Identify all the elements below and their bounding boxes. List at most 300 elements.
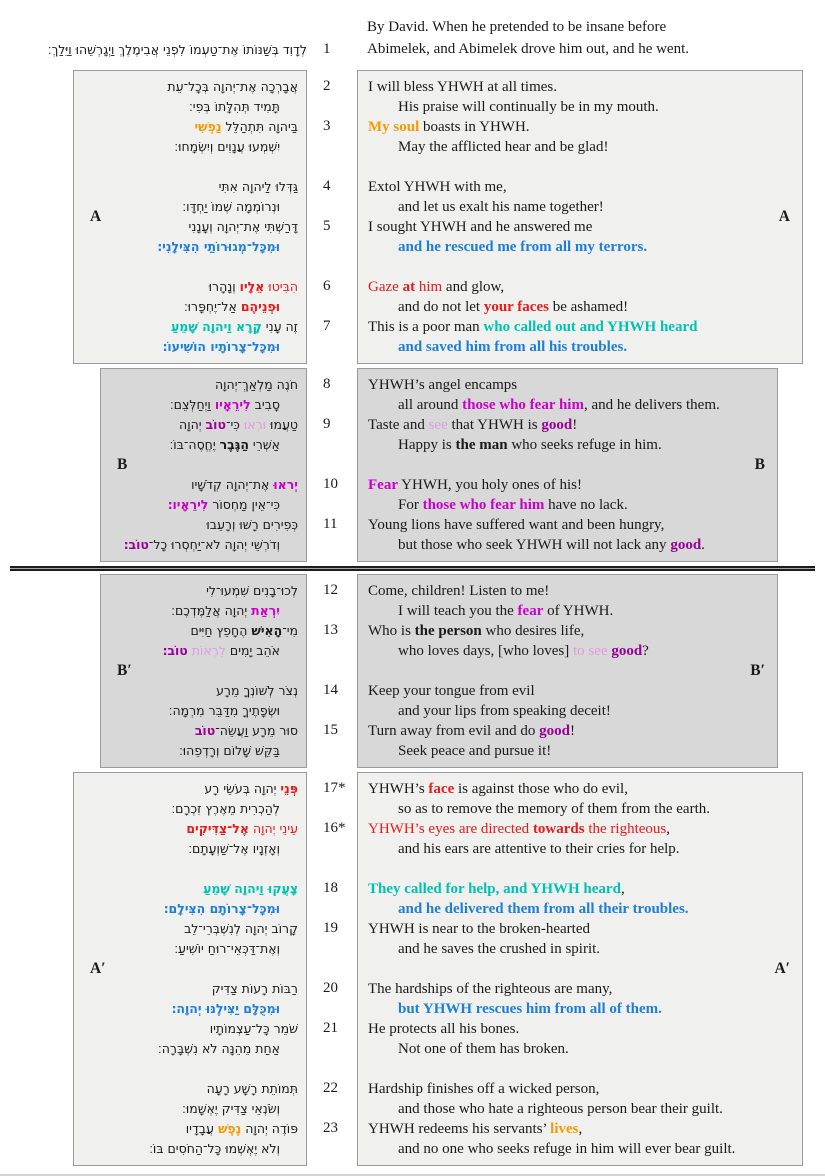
highlight-magenta-text: יְראוּ [273, 477, 298, 492]
superscription-verse-number: 1 [323, 41, 331, 57]
hebrew-line [101, 515, 306, 535]
plain-text: that YHWH is [447, 417, 542, 433]
verse-number-column-B [307, 368, 357, 562]
english-line [358, 799, 802, 819]
plain-text: . [701, 537, 705, 553]
plain-text: סוּר מֵרָע וַעֲשֵׂה־ [215, 723, 298, 738]
blank-line [74, 157, 306, 177]
highlight-red-bold-text: at [402, 279, 416, 295]
highlight-blue-text: and saved him from all his troubles. [398, 339, 628, 355]
hebrew-line [101, 415, 306, 435]
plain-text: and those who hate a righteous person bear their guilt. [398, 1101, 723, 1117]
highlight-cyan-text: who called out and YHWH heard [483, 319, 698, 335]
plain-text: be ashamed! [548, 299, 629, 315]
plain-text: I will bless YHWH at all times. [368, 79, 557, 95]
plain-text: לְהַכְרִית מֵאֶרֶץ זִכְרָם׃ [171, 801, 280, 816]
plain-text: May the afflicted hear and be glad! [398, 139, 609, 155]
plain-text: ! [569, 723, 575, 739]
hebrew-line [101, 621, 306, 641]
highlight-purple-text: good [611, 643, 643, 659]
plain-text: בַּיהוָה תִּתְהַלֵּל [221, 119, 298, 134]
plain-text: For [398, 497, 423, 513]
highlight-blue-text: וּמִכָּל־צָרוֹתָיו הוֹשִׁיעוֹ׃ [162, 339, 280, 354]
english-line [358, 1099, 802, 1119]
hebrew-line [101, 721, 306, 741]
hebrew-line [101, 395, 306, 415]
hebrew-line [74, 1019, 306, 1039]
plain-text: וְנָהָרוּ [208, 279, 240, 294]
verse-number [323, 336, 357, 356]
english-line [358, 137, 802, 157]
blank-line [101, 661, 306, 681]
section-label-right-B: B [754, 456, 765, 473]
hebrew-line [74, 919, 306, 939]
hebrew-line [74, 799, 306, 819]
highlight-bold-text: the person [414, 623, 482, 639]
plain-text: גַּדְּלוּ לַיהוָה אִתִּי [218, 179, 298, 194]
verse-number: 18 [323, 880, 338, 896]
highlight-purple-text: טוֹב [194, 723, 216, 738]
plain-text: תָּמִיד תְּהִלָּתוֹ בְּפִי׃ [189, 99, 280, 114]
hebrew-line [74, 899, 306, 919]
verse-number-column-B′ [307, 574, 357, 768]
highlight-purple-text: good [541, 417, 573, 433]
hebrew-line [101, 701, 306, 721]
english-line [358, 415, 777, 435]
plain-text: סָבִיב [250, 397, 280, 412]
highlight-red-bold-text: אֶל־צַדִּיקִים [186, 821, 249, 836]
superscription-row [0, 0, 825, 70]
plain-text: כִּי־אֵין מַחְסוֹר [208, 497, 280, 512]
sections-host [0, 70, 825, 1166]
plain-text: יְהוָה [179, 417, 206, 432]
hebrew-line [74, 939, 306, 959]
highlight-red-bold-text: פְּנֵי [280, 781, 298, 796]
plain-text: Keep your tongue from evil [368, 683, 535, 699]
english-line [358, 839, 802, 859]
plain-text: so as to remove the memory of them from the earth. [398, 801, 710, 817]
plain-text: וְאָזְנָיו אֶל־שַׁוְעָתָם׃ [188, 841, 280, 856]
section-label-right-A′: A′ [774, 960, 790, 977]
english-line [358, 317, 802, 337]
english-box-A′ [357, 772, 803, 1166]
verse-number: 16* [323, 820, 346, 836]
plain-text: יְהוָה בְּעֹשֵׂי רָע [204, 781, 281, 796]
plain-text: אֹהֵב יָמִים [225, 643, 280, 658]
plain-text: וַיְחַלְּצֵם׃ [169, 397, 215, 412]
plain-text: כְּפִירִים רָשׁוּ וְרָעֵבוּ [206, 517, 298, 532]
plain-text: and let us exalt his name together! [398, 199, 604, 215]
verse-number [323, 798, 357, 818]
verse-number [323, 998, 357, 1018]
section-label-left-A′: A′ [90, 960, 106, 977]
plain-text: and your lips from speaking deceit! [398, 703, 611, 719]
english-line [358, 999, 802, 1019]
plain-text: תְּמוֹתֵת רָשָׁע רָעָה [206, 1081, 298, 1096]
blank-line [323, 958, 357, 978]
english-line [358, 681, 777, 701]
plain-text: YHWH, you holy ones of his! [397, 477, 582, 493]
highlight-pink-text: לִרְאוֹת [191, 643, 226, 658]
english-line [358, 601, 777, 621]
highlight-red-bold-text: וּפְנֵיהֶם [240, 299, 280, 314]
plain-text: אַחַת מֵהֵנָּה לֹא נִשְׁבָּרָה׃ [158, 1041, 280, 1056]
highlight-cyan-text: קָרָא וַיהוָה שָׁמֵעַ [170, 319, 262, 334]
english-line [358, 277, 802, 297]
plain-text: בַּקֵּשׁ שָׁלוֹם וְרָדְפֵהוּ׃ [179, 743, 280, 758]
english-line [358, 641, 777, 661]
verse-number-column-A [307, 70, 357, 364]
superscription-hebrew: לְדָוִד בְּשַׁנּוֹתוֹ אֶת־טַעְמוֹ לִפְנֵי אֲבִימֶלֶךְ וַיְגָרְשֵׁהוּ וַיֵּלַךְ׃ [47, 42, 307, 57]
english-line [358, 515, 777, 535]
plain-text: הֶחָפֵץ חַיִּים [190, 623, 252, 638]
english-line [358, 535, 777, 555]
verse-number: 10 [323, 476, 338, 492]
superscription-english [357, 16, 689, 60]
hebrew-line [74, 197, 306, 217]
blank-line [323, 256, 357, 276]
english-line [358, 297, 802, 317]
verse-number: 4 [323, 178, 331, 194]
verse-number [323, 640, 357, 660]
plain-text: יֶחֱסֶה־בּוֹ׃ [169, 437, 220, 452]
plain-text: Extol YHWH with me, [368, 179, 507, 195]
plain-text: He protects all his bones. [368, 1021, 520, 1037]
hebrew-line [74, 819, 306, 839]
verse-number: 22 [323, 1080, 338, 1096]
verse-number: 9 [323, 416, 331, 432]
section-B [0, 368, 825, 562]
verse-number-column-A′ [307, 772, 357, 1166]
plain-text: This is a poor man [368, 319, 484, 335]
blank-line [74, 257, 306, 277]
hebrew-line [101, 435, 306, 455]
plain-text: וְשֹׂנְאֵי צַדִּיק יֶאְשָׁמוּ׃ [182, 1101, 280, 1116]
plain-text: and do not let [398, 299, 484, 315]
blank-line [74, 1059, 306, 1079]
highlight-blue-text: and he rescued me from all my terrors. [398, 239, 648, 255]
highlight-red-text: Gaze [368, 279, 403, 295]
plain-text: וְדֹרְשֵׁי יְהוָה לֹא־יַחְסְרוּ כָל־ [148, 537, 280, 552]
hebrew-line [101, 495, 306, 515]
plain-text: כִּי־ [225, 417, 244, 432]
verse-number [323, 1038, 357, 1058]
highlight-purple-text: טוֹב׃ [162, 643, 188, 658]
hebrew-line [74, 137, 306, 157]
section-label-right-A: A [778, 208, 790, 225]
plain-text: Young lions have suffered want and been hungry, [368, 517, 665, 533]
plain-text: קָרוֹב יְהוָה לְנִשְׁבְּרֵי־לֵב [184, 921, 298, 936]
plain-text: who seeks refuge in him. [507, 437, 662, 453]
plain-text: רַבּוֹת רָעוֹת צַדִּיק [211, 981, 298, 996]
plain-text: עֲבָדָיו [185, 1121, 218, 1136]
verse-number [323, 838, 357, 858]
chiasm-divider [10, 566, 815, 571]
plain-text: Happy is [398, 437, 456, 453]
blank-line [358, 859, 802, 879]
plain-text: all around [398, 397, 463, 413]
highlight-red-bold-text: אֵלָיו [239, 279, 265, 294]
english-line [358, 621, 777, 641]
highlight-orange-text: נֶפֶשׁ [217, 1121, 242, 1136]
blank-line [358, 1059, 802, 1079]
hebrew-box-B′ [100, 574, 307, 768]
highlight-magenta-text: לִירֵאָיו׃ [167, 497, 209, 512]
english-line [358, 395, 777, 415]
blank-line [323, 1058, 357, 1078]
verse-number [323, 236, 357, 256]
plain-text: , [578, 1121, 583, 1137]
plain-text: Taste and [368, 417, 429, 433]
plain-text: יִשְׁמְעוּ עֲנָוִים וְיִשְׂמָחוּ׃ [174, 139, 280, 154]
plain-text: , and he delivers them. [583, 397, 720, 413]
highlight-bold-text: the man [455, 437, 508, 453]
hebrew-box-B [100, 368, 307, 562]
hebrew-line [74, 217, 306, 237]
hebrew-line [74, 1079, 306, 1099]
section-label-left-B′: B′ [117, 662, 132, 679]
hebrew-line [101, 641, 306, 661]
hebrew-line [74, 317, 306, 337]
section-label-right-B′: B′ [750, 662, 765, 679]
hebrew-line [74, 1139, 306, 1159]
verse-number: 8 [323, 376, 331, 392]
verse-number: 21 [323, 1020, 338, 1036]
verse-number [323, 534, 357, 554]
highlight-red-text: עֵינֵי יְהוָה [248, 821, 298, 836]
hebrew-line [101, 681, 306, 701]
english-line [358, 177, 802, 197]
english-line [358, 217, 802, 237]
superscription-english-line2: Abimelek, and Abimelek drove him out, and he went. [367, 41, 690, 57]
english-line [358, 77, 802, 97]
plain-text: וּשְׂפָתֶיךָ מִדַּבֵּר מִרְמָה׃ [168, 703, 280, 718]
plain-text: who loves days, [who loves] [398, 643, 573, 659]
english-line [358, 741, 777, 761]
english-line [358, 1139, 802, 1159]
plain-text: יְהוָה אֲלַמֶּדְכֶם׃ [171, 603, 252, 618]
verse-number [323, 938, 357, 958]
hebrew-line [101, 581, 306, 601]
section-label-left-A: A [90, 208, 102, 225]
highlight-orange-text: נַפְשִׁי [194, 119, 222, 134]
plain-text: The hardships of the righteous are many, [368, 981, 613, 997]
verse-number: 5 [323, 218, 331, 234]
plain-text: His praise will continually be in my mouth. [398, 99, 659, 115]
verse-number [323, 700, 357, 720]
english-line [358, 899, 802, 919]
blank-line [101, 455, 306, 475]
section-A′ [0, 772, 825, 1166]
plain-text: פּוֹדֶה יְהוָה [241, 1121, 298, 1136]
english-line [358, 117, 802, 137]
english-line [358, 197, 802, 217]
verse-number [323, 1098, 357, 1118]
english-line [358, 721, 777, 741]
plain-text: YHWH’s [368, 781, 429, 797]
verse-number: 23 [323, 1120, 338, 1136]
plain-text: וּנְרוֹמְמָה שְׁמוֹ יַחְדָּו׃ [182, 199, 280, 214]
plain-text: , [666, 821, 671, 837]
plain-text: I sought YHWH and he answered me [368, 219, 593, 235]
english-line [358, 375, 777, 395]
verse-number [323, 96, 357, 116]
verse-number: 13 [323, 622, 338, 638]
english-line [358, 979, 802, 999]
plain-text: אַל־יֶחְפָּרוּ׃ [183, 299, 241, 314]
highlight-magenta-text: לִירֵאָיו [214, 397, 251, 412]
verse-number: 14 [323, 682, 338, 698]
highlight-blue-text: and he delivered them from all their troubles. [398, 901, 689, 917]
highlight-cyan-text: They called for help, and YHWH heard [368, 881, 621, 897]
plain-text: לְכוּ־בָנִים שִׁמְעוּ־לִי [206, 583, 298, 598]
section-B′ [0, 574, 825, 768]
verse-number: 12 [323, 582, 338, 598]
highlight-magenta-text: fear [517, 603, 544, 619]
hebrew-line [101, 535, 306, 555]
english-line [358, 337, 802, 357]
highlight-red-text: the righteous [584, 821, 667, 837]
blank-line [323, 156, 357, 176]
english-line [358, 1119, 802, 1139]
blank-line [74, 859, 306, 879]
english-line [358, 97, 802, 117]
hebrew-line [74, 337, 306, 357]
verse-number: 20 [323, 980, 338, 996]
highlight-blue-text: וּמִכָּל־מְגוּרוֹתַי הִצִּילָנִי׃ [157, 239, 280, 254]
english-line [358, 495, 777, 515]
highlight-blue-text: but YHWH rescues him from all of them. [398, 1001, 662, 1017]
verse-number: 3 [323, 118, 331, 134]
plain-text: , [620, 881, 625, 897]
highlight-purple-text: good [539, 723, 570, 739]
plain-text: is against those who do evil, [454, 781, 628, 797]
hebrew-line [74, 237, 306, 257]
hebrew-line [74, 97, 306, 117]
highlight-red-bold-text: your faces [483, 299, 549, 315]
plain-text: מִי־ [282, 623, 298, 638]
english-line [358, 819, 802, 839]
plain-text: I will teach you the [398, 603, 518, 619]
highlight-magenta-text: יִרְאַת [251, 603, 280, 618]
section-label-left-B: B [117, 456, 128, 473]
highlight-magenta-text: those who fear him [462, 397, 584, 413]
blank-line [358, 455, 777, 475]
highlight-blue-text: וּמִכָּל־צָרוֹתָם הִצִּילָם׃ [163, 901, 280, 916]
highlight-bold-text: הָאִישׁ [251, 623, 283, 638]
hebrew-line [74, 177, 306, 197]
blank-line [323, 660, 357, 680]
plain-text: and his ears are attentive to their cries for help. [398, 841, 680, 857]
highlight-pink-text: see [428, 417, 448, 433]
plain-text: boasts in YHWH. [419, 119, 530, 135]
hebrew-line [74, 999, 306, 1019]
hebrew-line [74, 779, 306, 799]
verse-number [323, 1138, 357, 1158]
plain-text: שֹׁמֵר כָּל־עַצְמוֹתָיו [209, 1021, 298, 1036]
plain-text: וְלֹא יֶאְשְׁמוּ כָּל־הַחֹסִים בּוֹ׃ [149, 1141, 280, 1156]
highlight-magenta-text: Fear [368, 477, 398, 493]
highlight-orange-text: lives [550, 1121, 579, 1137]
plain-text: Who is [368, 623, 415, 639]
blank-line [358, 157, 802, 177]
hebrew-box-A [73, 70, 307, 364]
verse-number: 19 [323, 920, 338, 936]
superscription-english-line1: By David. When he pretended to be insane before [367, 19, 667, 35]
verse-number [323, 296, 357, 316]
verse-number: 15 [323, 722, 338, 738]
verse-number [323, 136, 357, 156]
hebrew-line [101, 375, 306, 395]
english-line [358, 237, 802, 257]
english-line [358, 1039, 802, 1059]
verse-number [323, 740, 357, 760]
english-line [358, 581, 777, 601]
verse-number [323, 196, 357, 216]
hebrew-line [74, 77, 306, 97]
highlight-cyan-text: צָעֲקוּ וַיהוָה שָׁמֵעַ [203, 881, 298, 896]
blank-line [323, 454, 357, 474]
highlight-red-bold-text: face [428, 781, 455, 797]
plain-text: who desires life, [481, 623, 585, 639]
plain-text: YHWH redeems his servants’ [368, 1121, 551, 1137]
hebrew-line [74, 117, 306, 137]
highlight-red-text: YHWH’s eyes are directed [368, 821, 533, 837]
plain-text: ? [642, 643, 649, 659]
hebrew-line [101, 741, 306, 761]
english-line [358, 475, 777, 495]
english-line [358, 701, 777, 721]
verse-number [323, 600, 357, 620]
english-box-A [357, 70, 803, 364]
english-line [358, 1019, 802, 1039]
english-line [358, 1079, 802, 1099]
hebrew-line [74, 1119, 306, 1139]
highlight-magenta-text: those who fear him [422, 497, 545, 513]
plain-text: Seek peace and pursue it! [398, 743, 552, 759]
blank-line [323, 858, 357, 878]
english-box-B′ [357, 574, 778, 768]
plain-text: have no lack. [544, 497, 628, 513]
blank-line [74, 959, 306, 979]
plain-text: וְאֶת־דַּכְּאֵי־רוּחַ יוֹשִׁיעַ׃ [174, 941, 280, 956]
plain-text: YHWH is near to the broken-hearted [368, 921, 590, 937]
verse-number: 17* [323, 780, 346, 796]
plain-text: אֲבָרְכָה אֶת־יְהוָה בְּכָל־עֵת [167, 79, 298, 94]
hebrew-line [74, 277, 306, 297]
plain-text: of YHWH. [543, 603, 614, 619]
plain-text: Turn away from evil and do [368, 723, 540, 739]
highlight-purple-text: טוֹב׃ [123, 537, 149, 552]
plain-text: YHWH’s angel encamps [368, 377, 518, 393]
plain-text: זֶה עָנִי [261, 319, 298, 334]
verse-number [323, 494, 357, 514]
hebrew-line [74, 879, 306, 899]
highlight-red-text: הִבִּיטוּ [264, 279, 298, 294]
hebrew-line [101, 475, 306, 495]
hebrew-box-A′ [73, 772, 307, 1166]
english-line [358, 779, 802, 799]
hebrew-line [74, 979, 306, 999]
verse-number: 11 [323, 516, 338, 532]
verse-number [323, 434, 357, 454]
blank-line [358, 959, 802, 979]
plain-text: Not one of them has broken. [398, 1041, 569, 1057]
hebrew-line [74, 1039, 306, 1059]
verse-number: 6 [323, 278, 331, 294]
plain-text: חֹנֶה מַלְאַךְ־יְהוָה [214, 377, 298, 392]
verse-number: 2 [323, 78, 331, 94]
